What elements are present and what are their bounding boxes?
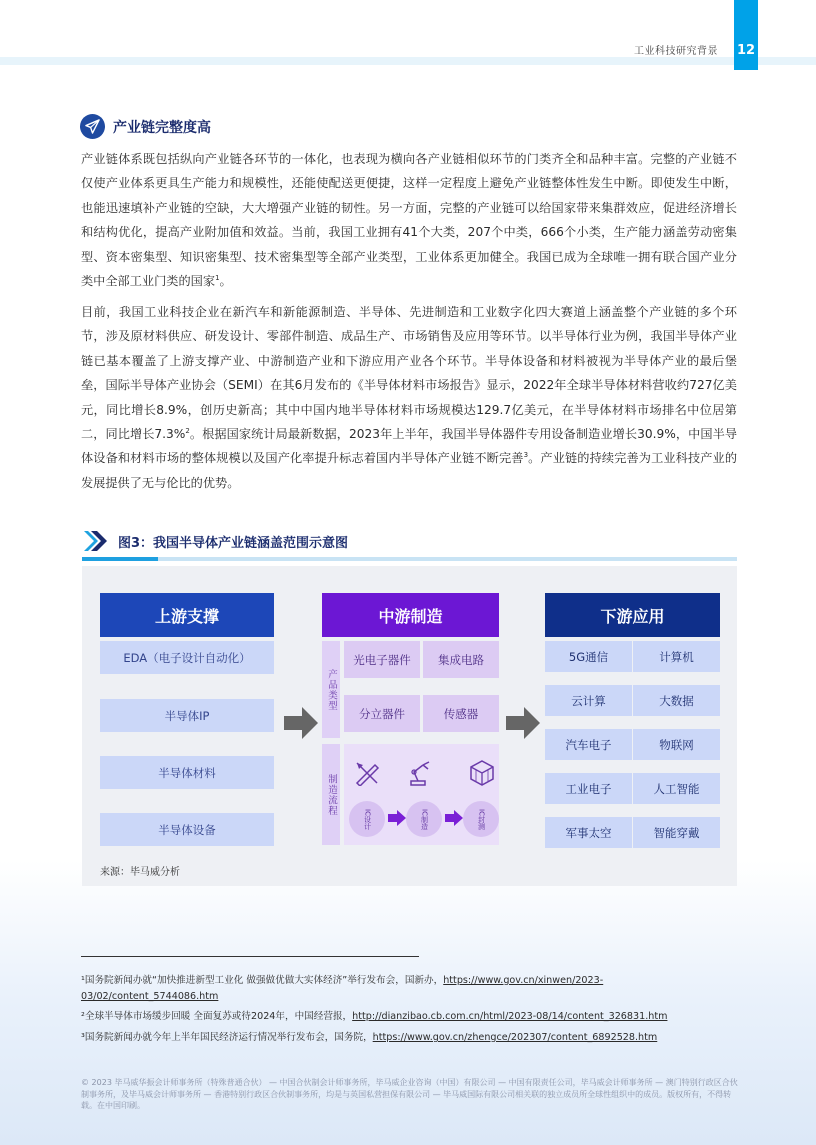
product-type-item: 集成电路	[423, 641, 499, 678]
design-tools-icon	[352, 758, 382, 788]
footnote-1	[81, 973, 737, 1005]
downstream-item: 汽车电子	[545, 729, 632, 760]
figure-title-rule	[82, 557, 737, 561]
paragraph-2-part-a: 目前，我国工业科技企业在新汽车和新能源制造、半导体、先进制造和工业数字化四大赛道上涵盖整个产业链的多个环节，涉及原材料供应、研发设计、零部件制造、成品生产、市场销售及应用等环节。以半导体行业为例，我国半导体产业链已基本覆盖了上游支撑产业、中游制造产业和下游应用产业各个环节。半导体设备和材料被视为半导体产业的最后堡垒，国际半导体产业协会（SEMI）在其6月发布的《半导体材料市场报告》显示，2022年全球半导体材料营收约727亿美元，同比增长8.9%，创历史新高；其中中国内地半导体材料市场规模达129.7亿美元，在半导体材料市场排名中位居第二，同比增长7.3%	[81, 305, 737, 442]
flow-arrow-icon	[284, 707, 318, 739]
paragraph-1-end: 。	[219, 274, 232, 289]
upstream-item: 半导体IP	[100, 699, 274, 732]
header-band	[0, 57, 816, 65]
paragraph-2	[81, 300, 737, 495]
copyright-notice: © 2023 毕马威华振会计师事务所（特殊普通合伙） — 中国合伙制会计师事务所，毕马威企业咨询（中国）有限公司 — 中国有限责任公司，毕马威会计师事务所 — 澳门特别行政区合伙制事务所，及毕马威会计师事务所 — 香港特别行政区合伙制事务所，均是与英国私营担保有限公司 — 毕马威国际有限公司相关联的独立成员所全球性组织中的成员。版权所有，不得转载。在中国印刷。	[81, 1078, 738, 1110]
downstream-item: 大数据	[633, 685, 720, 716]
footnote-ref-2: 2	[185, 426, 190, 435]
midstream-header: 中游制造	[322, 593, 499, 637]
page-number-tab	[734, 0, 758, 70]
footnote-1-link[interactable]: https://www.gov.cn/xinwen/2023-03/02/content_5744086.htm	[81, 975, 604, 1002]
page-number: 12	[736, 43, 756, 58]
process-step-ic-fab: IC制造	[406, 801, 442, 837]
robot-arm-icon	[407, 758, 437, 788]
downstream-item: 智能穿戴	[633, 817, 720, 848]
upstream-header: 上游支撑	[100, 593, 274, 637]
footnote-3-link[interactable]: https://www.gov.cn/zhengce/202307/content_6892528.htm	[372, 1032, 658, 1043]
footnote-3-text: ³国务院新闻办就今年上半年国民经济运行情况举行发布会，国务院，	[81, 1032, 373, 1043]
footnote-2	[81, 1009, 737, 1025]
downstream-header: 下游应用	[545, 593, 720, 637]
process-arrow-icon	[445, 810, 463, 826]
process-step-ic-packaging: IC封测	[463, 801, 499, 837]
process-label: 制造流程	[322, 744, 340, 845]
paragraph-1	[81, 147, 737, 293]
product-type-item: 传感器	[423, 695, 499, 732]
footnote-2-link[interactable]: http://dianzibao.cb.com.cn/html/2023-08/14/content_326831.htm	[352, 1011, 668, 1022]
upstream-item: 半导体材料	[100, 756, 274, 789]
downstream-item: 军事太空	[545, 817, 632, 848]
product-type-label: 产品类型	[322, 641, 340, 738]
figure-source: 来源：毕马威分析	[100, 867, 180, 878]
section-heading	[80, 114, 211, 139]
downstream-item: 计算机	[633, 641, 720, 672]
header-section-title: 工业科技研究背景	[634, 46, 718, 57]
chip-package-icon	[467, 758, 497, 788]
product-type-item: 光电子器件	[344, 641, 420, 678]
footnote-rule	[81, 956, 419, 957]
figure-title-rule-accent	[82, 557, 158, 561]
footnote-1-text: ¹国务院新闻办就“加快推进新型工业化 做强做优做大实体经济”举行发布会，国新办，	[81, 975, 444, 986]
figure-heading	[82, 530, 348, 552]
product-type-item: 分立器件	[344, 695, 420, 732]
downstream-item: 云计算	[545, 685, 632, 716]
process-arrow-icon	[388, 810, 406, 826]
footnote-ref-3: 3	[523, 451, 529, 460]
footnote-2-text: ²全球半导体市场缓步回暖 全面复苏或待2024年，中国经营报，	[81, 1011, 353, 1022]
double-chevron-icon	[82, 530, 108, 552]
downstream-item: 工业电子	[545, 773, 632, 804]
upstream-item: 半导体设备	[100, 813, 274, 846]
section-title: 产业链完整度高	[113, 119, 211, 136]
figure-title: 图3：我国半导体产业链涵盖范围示意图	[118, 535, 349, 551]
upstream-item: EDA（电子设计自动化）	[100, 641, 274, 674]
paragraph-1-text: 产业链体系既包括纵向产业链各环节的一体化，也表现为横向各产业链相似环节的门类齐全和品种丰富。完整的产业链不仅使产业体系更具生产能力和规模性，还能使配送更便捷，这样一定程度上避免产业链整体性发生中断。即使发生中断，也能迅速填补产业链的空缺，大大增强产业链的韧性。另一方面，完整的产业链可以给国家带来集群效应，促进经济增长和结构优化，提高产业附加值和效益。当前，我国工业拥有41个大类，207个中类，666个小类，生产能力涵盖劳动密集型、资本密集型、知识密集型、技术密集型等全部产业类型，工业体系更加健全。我国已成为全球唯一拥有联合国产业分类中全部工业门类的国家	[81, 152, 737, 289]
paragraph-2-part-c: 。产业链的持续完善为工业科技产业的发展提供了无与伦比的优势。	[81, 451, 738, 490]
downstream-item: 物联网	[633, 729, 720, 760]
footnote-ref-1: 1	[215, 273, 220, 282]
downstream-item: 人工智能	[633, 773, 720, 804]
paper-plane-icon	[80, 114, 105, 139]
flow-arrow-icon	[506, 707, 540, 739]
paragraph-2-part-b: 。根据国家统计局最新数据，2023年上半年，我国半导体器件专用设备制造业增长30.9%，中国半导体设备和材料市场的整体规模以及国产化率提升标志着国内半导体产业链不断完善	[81, 427, 738, 466]
footnote-3	[81, 1030, 737, 1046]
process-step-ic-design: IC设计	[349, 801, 385, 837]
downstream-item: 5G通信	[545, 641, 632, 672]
